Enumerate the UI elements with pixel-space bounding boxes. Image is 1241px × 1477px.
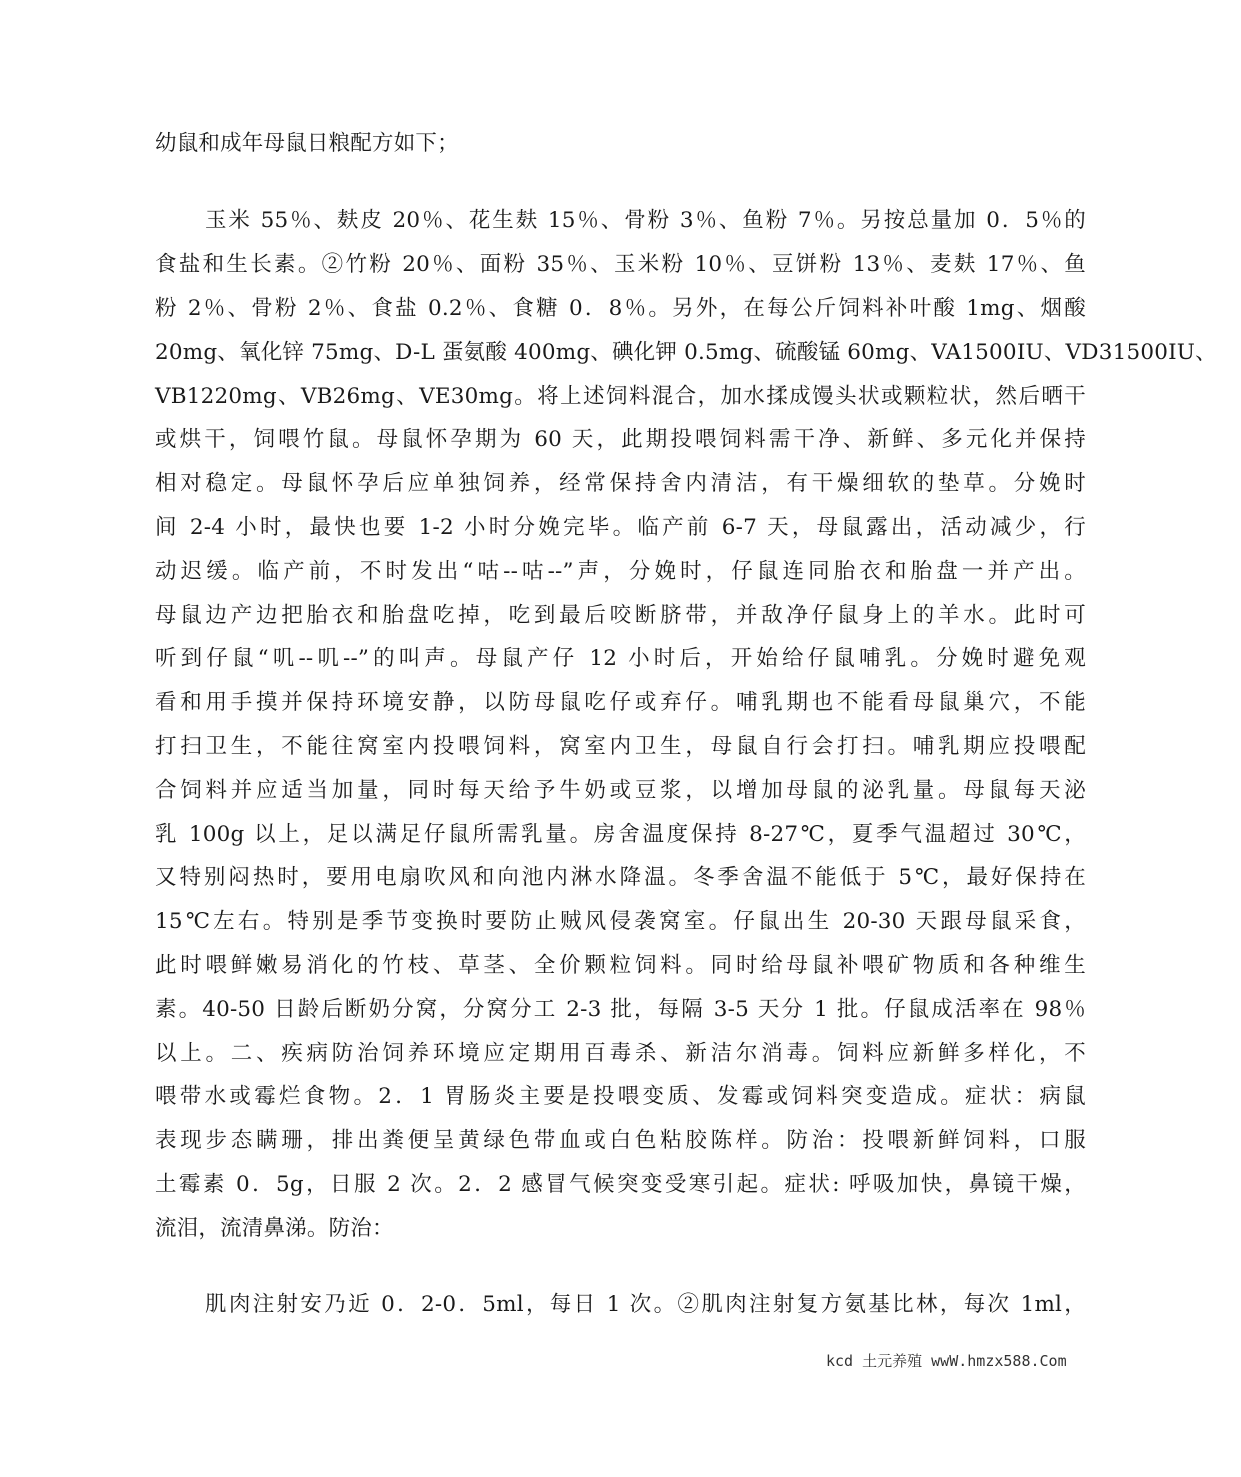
paragraph1-line: 喂带水或霉烂食物。2．1 胃肠炎主要是投喂变质、发霉或饲料突变造成。症状：病鼠: [155, 1084, 1086, 1109]
paragraph1-line: 动迟缓。临产前，不时发出“咕--咕--”声，分娩时，仔鼠连同胎衣和胎盘一并产出。: [155, 559, 1086, 584]
paragraph1-line: 听到仔鼠“叽--叽--”的叫声。母鼠产仔 12 小时后，开始给仔鼠哺乳。分娩时避免观: [155, 646, 1086, 671]
paragraph1-line: 又特别闷热时，要用电扇吹风和向池内淋水降温。冬季舍温不能低于 5℃，最好保持在: [155, 865, 1086, 890]
paragraph1-line: 打扫卫生，不能往窝室内投喂饲料，窝室内卫生，母鼠自行会打扫。哺乳期应投喂配: [155, 734, 1086, 759]
paragraph1-line: 素。40-50 日龄后断奶分窝，分窝分工 2-3 批，每隔 3-5 天分 1 批。仔鼠成活率在 98％: [155, 997, 1086, 1022]
page-footer: kcd 土元养殖 wwW.hmzx588.Com: [826, 1352, 1067, 1370]
paragraph1-line: VB1220mg、VB26mg、VE30mg。将上述饲料混合，加水揉成馒头状或颗粒状，然后晒干: [155, 384, 1086, 409]
paragraph1-line: 间 2-4 小时，最快也要 1-2 小时分娩完毕。临产前 6-7 天，母鼠露出，活动减少，行: [155, 515, 1086, 540]
paragraph1-line: 母鼠边产边把胎衣和胎盘吃掉，吃到最后咬断脐带，并敌净仔鼠身上的羊水。此时可: [155, 603, 1086, 628]
paragraph1-line: 20mg、氧化锌 75mg、D-L 蛋氨酸 400mg、碘化钾 0.5mg、硫酸锰 60mg、VA1500IU、VD31500IU、: [155, 340, 1217, 365]
paragraph1-line: 以上。二、疾病防治饲养环境应定期用百毒杀、新洁尔消毒。饲料应新鲜多样化，不: [155, 1041, 1086, 1066]
paragraph1-line: 看和用手摸并保持环境安静，以防母鼠吃仔或弃仔。哺乳期也不能看母鼠巢穴，不能: [155, 690, 1086, 715]
paragraph1-line: 流泪，流清鼻涕。防治：: [155, 1216, 394, 1241]
paragraph1-line: 土霉素 0．5g，日服 2 次。2．2 感冒气候突变受寒引起。症状: 呼吸加快，鼻镜干燥，: [155, 1172, 1086, 1197]
paragraph2-line: 肌肉注射安乃近 0．2-0．5ml，每日 1 次。②肌肉注射复方氨基比林，每次 1ml，: [205, 1292, 1086, 1317]
paragraph1-line: 乳 100g 以上，足以满足仔鼠所需乳量。房舍温度保持 8-27℃，夏季气温超过 30℃，: [155, 822, 1086, 847]
paragraph1-line: 玉米 55％、麸皮 20％、花生麸 15％、骨粉 3％、鱼粉 7％。另按总量加 0．5％的: [205, 208, 1086, 233]
paragraph1-line: 合饲料并应适当加量，同时每天给予牛奶或豆浆，以增加母鼠的泌乳量。母鼠每天泌: [155, 778, 1086, 803]
paragraph1-line: 相对稳定。母鼠怀孕后应单独饲养，经常保持舍内清洁，有干燥细软的垫草。分娩时: [155, 471, 1086, 496]
paragraph1-line: 15℃左右。特别是季节变换时要防止贼风侵袭窝室。仔鼠出生 20-30 天跟母鼠采食，: [155, 909, 1086, 934]
paragraph1-line: 食盐和生长素。②竹粉 20％、面粉 35％、玉米粉 10％、豆饼粉 13％、麦麸 17％、鱼: [155, 252, 1086, 277]
heading-line: 幼鼠和成年母鼠日粮配方如下；: [155, 131, 459, 156]
paragraph1-line: 粉 2％、骨粉 2％、食盐 0.2％、食糖 0．8％。另外，在每公斤饲料补叶酸 1mg、烟酸: [155, 296, 1086, 321]
paragraph1-line: 表现步态瞒珊，排出粪便呈黄绿色带血或白色粘胶陈样。防治：投喂新鲜饲料，口服: [155, 1128, 1086, 1153]
paragraph1-line: 此时喂鲜嫩易消化的竹枝、草茎、全价颗粒饲料。同时给母鼠补喂矿物质和各种维生: [155, 953, 1086, 978]
paragraph1-line: 或烘干，饲喂竹鼠。母鼠怀孕期为 60 天，此期投喂饲料需干净、新鲜、多元化并保持: [155, 427, 1086, 452]
